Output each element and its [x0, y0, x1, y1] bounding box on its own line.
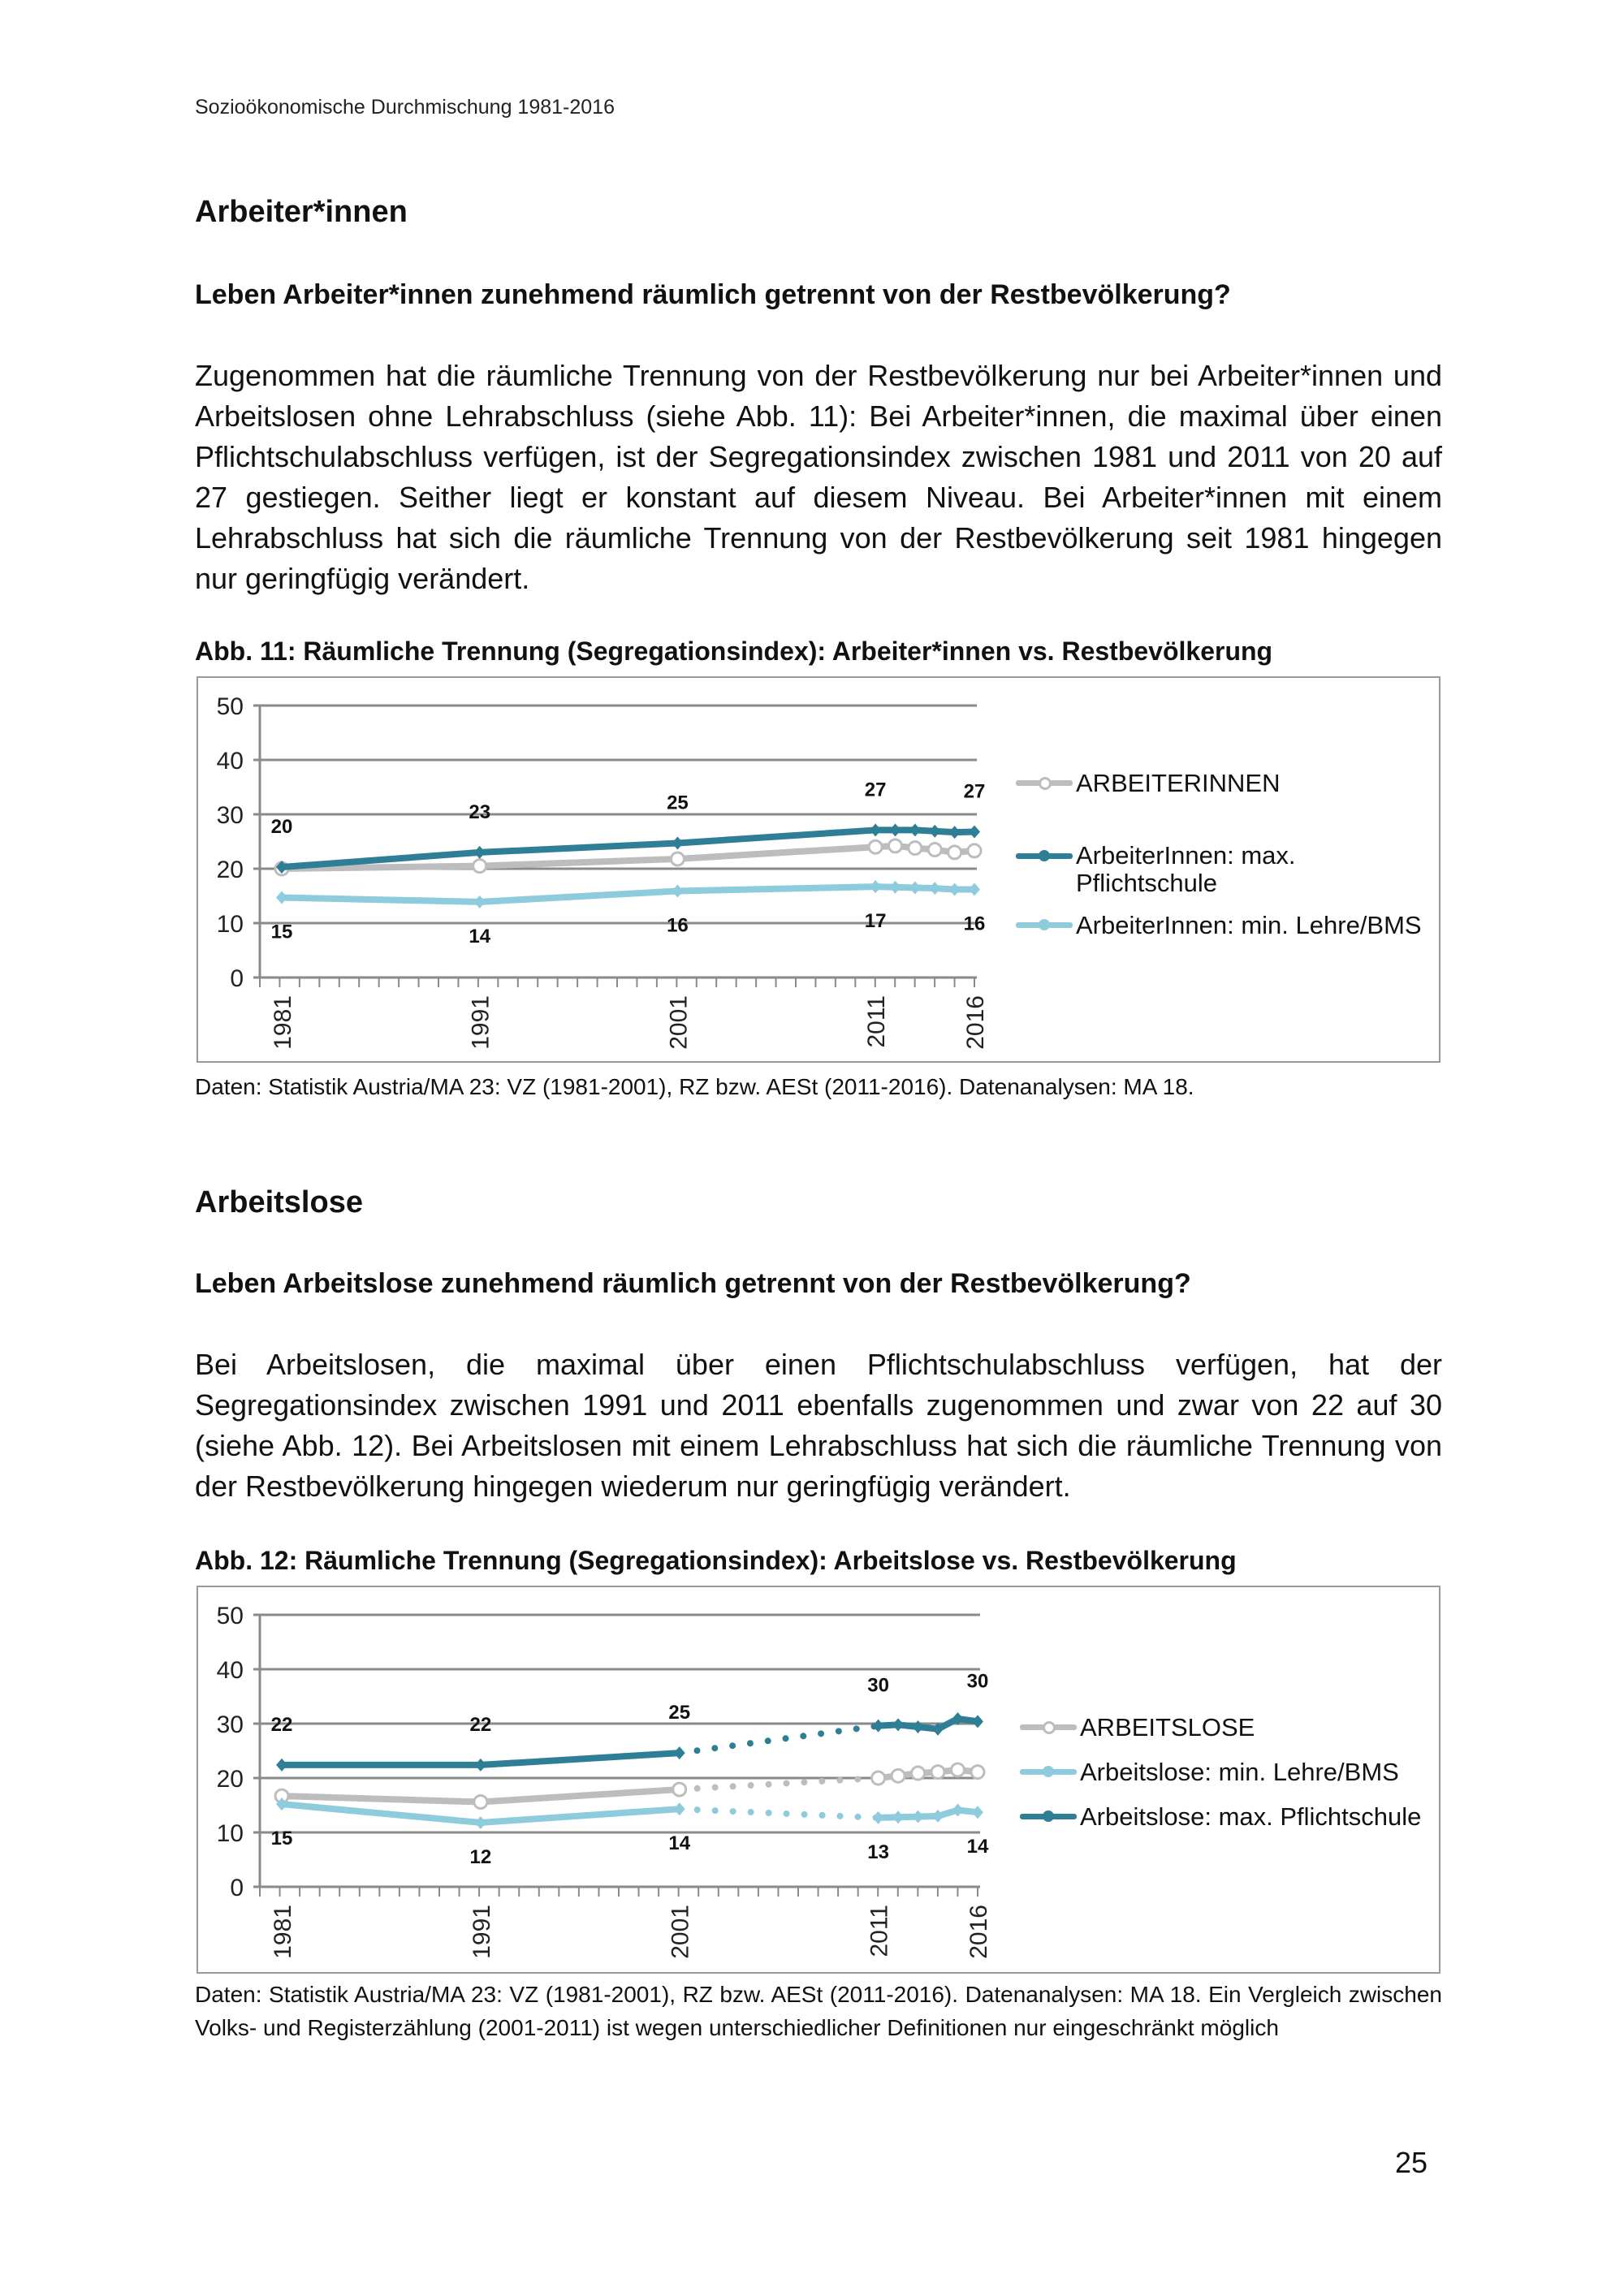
- chart-legend: [198, 678, 1439, 1061]
- svg-text:20: 20: [270, 815, 293, 838]
- svg-text:12: 12: [469, 1845, 492, 1868]
- svg-text:16: 16: [667, 914, 689, 937]
- legend-item: [1020, 1758, 1399, 1787]
- svg-text:1981: 1981: [270, 995, 296, 1050]
- svg-text:20: 20: [216, 857, 244, 883]
- svg-text:10: 10: [216, 1820, 244, 1847]
- figure-caption-11: Abb. 11: Räumliche Trennung (Segregationsindex): Arbeiter*innen vs. Restbevölkerung: [195, 637, 1273, 666]
- figure-caption-12: Abb. 12: Räumliche Trennung (Segregationsindex): Arbeitslose vs. Restbevölkerung: [195, 1546, 1237, 1575]
- svg-text:15: 15: [270, 1828, 293, 1850]
- paragraph-text: Zugenommen hat die räumliche Trennung von der Restbevölkerung nur bei Arbeiter*innen und Arbeitslosen ohne Lehrabschluss (siehe Abb. 11): Bei Arbeiter*innen, die maximal über einen Pflichtschulabschluss verfügen, ist der Segregationsindex zwischen 1981 und 2011 von 20 auf 27 gestiegen. Seither liegt er konstant auf diesem Niveau. Bei Arbeiter*innen mit einem Lehrabschluss hat sich die räumliche Trennung von der Restbevölkerung seit 1981 hingegen nur geringfügig verändert.: [195, 359, 1442, 595]
- svg-text:40: 40: [216, 748, 244, 775]
- svg-text:27: 27: [864, 779, 887, 801]
- svg-text:30: 30: [966, 1670, 989, 1693]
- svg-text:14: 14: [966, 1836, 989, 1858]
- svg-text:2016: 2016: [962, 995, 989, 1050]
- figure-source-11: Daten: Statistik Austria/MA 23: VZ (1981-2001), RZ bzw. AESt (2011-2016). Datenanalysen: MA 18.: [195, 1074, 1194, 1099]
- legend-line-diamond-icon: [1016, 911, 1073, 939]
- legend-line-diamond-icon: [1020, 1758, 1077, 1785]
- svg-text:2011: 2011: [863, 995, 891, 1048]
- chart-legend: [198, 1587, 1439, 1972]
- svg-text:25: 25: [668, 1702, 691, 1724]
- svg-text:25: 25: [667, 792, 689, 814]
- legend-label: ArbeiterInnen: min. Lehre/BMS: [1076, 911, 1422, 939]
- legend-line-open-circle-icon: [1020, 1713, 1077, 1741]
- body-paragraph-arbeitslose: [195, 1344, 1442, 1507]
- svg-text:1991: 1991: [467, 995, 495, 1050]
- svg-text:17: 17: [864, 910, 887, 933]
- svg-text:14: 14: [469, 925, 491, 947]
- section-heading-arbeiter: Arbeiter*innen: [195, 195, 408, 229]
- section-question-arbeitslose: Leben Arbeitslose zunehmend räumlich getrennt von der Restbevölkerung?: [195, 1268, 1191, 1299]
- chart-abb-12: [197, 1586, 1440, 1974]
- section-question-arbeiter: Leben Arbeiter*innen zunehmend räumlich getrennt von der Restbevölkerung?: [195, 279, 1231, 310]
- svg-text:10: 10: [216, 911, 244, 938]
- svg-text:50: 50: [216, 693, 244, 720]
- page-number: 25: [1395, 2146, 1428, 2179]
- legend-line-diamond-icon: [1016, 842, 1073, 870]
- section-heading-arbeitslose: Arbeitslose: [195, 1185, 363, 1219]
- svg-text:30: 30: [216, 1711, 244, 1738]
- svg-text:20: 20: [216, 1766, 244, 1793]
- legend-item: [1016, 911, 1422, 940]
- legend-item: [1020, 1802, 1421, 1832]
- figure-source-12: Daten: Statistik Austria/MA 23: VZ (1981-2001), RZ bzw. AESt (2011-2016). Datenanalysen: MA 18. Ein Vergleich zwischen Volks- und Registerzählung (2001-2011) ist wegen unterschiedlicher Definitionen nur eingeschränkt möglich: [195, 1982, 1442, 2040]
- paragraph-text: Bei Arbeitslosen, die maximal über einen Pflichtschulabschluss verfügen, hat der Segregationsindex zwischen 1991 und 2011 ebenfalls zugenommen und zwar von 22 auf 30 (siehe Abb. 12). Bei Arbeitslosen mit einem Lehrabschluss hat sich die räumliche Trennung von der Restbevölkerung hingegen wiederum nur geringfügig verändert.: [195, 1348, 1442, 1503]
- chart-abb-11: [197, 676, 1440, 1063]
- body-paragraph-arbeiter: [195, 356, 1442, 599]
- svg-text:27: 27: [963, 780, 986, 803]
- legend-item: [1016, 769, 1280, 798]
- legend-label: ARBEITSLOSE: [1080, 1713, 1255, 1741]
- svg-text:16: 16: [963, 913, 986, 935]
- svg-text:1981: 1981: [270, 1905, 296, 1959]
- svg-text:13: 13: [867, 1841, 889, 1863]
- running-header: Sozioökonomische Durchmischung 1981-2016: [195, 96, 615, 119]
- legend-line-diamond-icon: [1020, 1802, 1077, 1830]
- legend-label: Arbeitslose: max. Pflichtschule: [1080, 1802, 1422, 1831]
- svg-text:14: 14: [668, 1832, 691, 1855]
- legend-item: [1016, 842, 1357, 897]
- svg-text:15: 15: [270, 921, 293, 943]
- svg-text:30: 30: [867, 1674, 889, 1697]
- svg-text:50: 50: [216, 1603, 244, 1629]
- svg-text:2011: 2011: [866, 1905, 893, 1957]
- legend-item: [1020, 1713, 1255, 1742]
- legend-label: Arbeitslose: min. Lehre/BMS: [1080, 1758, 1399, 1786]
- svg-text:22: 22: [469, 1713, 492, 1736]
- svg-text:23: 23: [469, 801, 491, 823]
- svg-text:0: 0: [230, 965, 244, 992]
- legend-label: ARBEITERINNEN: [1076, 769, 1281, 797]
- svg-text:2001: 2001: [667, 1905, 694, 1959]
- svg-text:40: 40: [216, 1657, 244, 1684]
- legend-label: ArbeiterInnen: max. Pflichtschule: [1076, 841, 1296, 897]
- svg-text:2001: 2001: [665, 995, 693, 1050]
- svg-text:1991: 1991: [468, 1905, 495, 1959]
- legend-line-open-circle-icon: [1016, 769, 1073, 796]
- svg-text:0: 0: [230, 1875, 244, 1901]
- svg-text:30: 30: [216, 802, 244, 829]
- svg-text:22: 22: [270, 1713, 293, 1736]
- svg-text:2016: 2016: [965, 1905, 992, 1959]
